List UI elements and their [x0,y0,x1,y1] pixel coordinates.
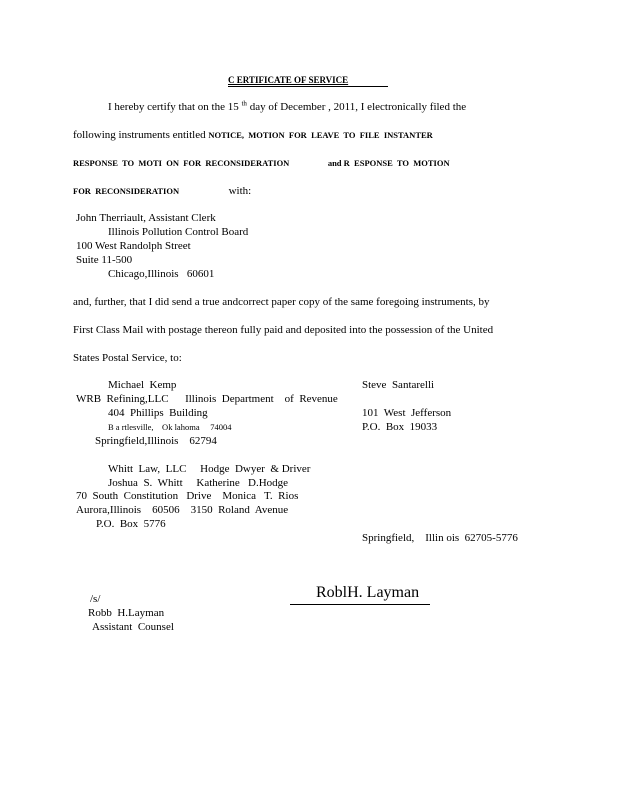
instrument-title-part-1: NOTICE, MOTION FOR LEAVE TO FILE INSTANTER [208,130,433,140]
clerk-street: 100 West Randolph Street [76,240,191,252]
recipient-revenue-city: Springfield,Illinois 62794 [95,435,217,447]
recipient-santarelli-name: Steve Santarelli [362,379,435,391]
clerk-city: Chicago,Illinois 60601 [108,268,215,280]
instrument-title-part-3: and R ESPONSE TO MOTION [327,158,450,168]
recipient-kemp-name: Michael Kemp [108,379,177,391]
intro-line-2 [73,129,433,142]
intro-line-1-b: day of December , 2011, I electronically filed the [249,101,467,113]
recipient-santarelli-address: 101 West Jefferson [362,407,452,419]
recipient-kemp-city: B a rtlesville, Ok lahoma 74004 [108,422,232,432]
recipient-whitt-line-1: Whitt Law, LLC Hodge Dwyer & Driver [108,463,311,475]
recipient-whitt-line-5: P.O. Box 5776 [96,518,166,530]
page-title: C ERTIFICATE OF SERVICE [228,75,349,85]
recipient-kemp-address: 404 Phillips Building [108,407,208,419]
instrument-title-part-4: FOR RECONSIDERATION [73,186,180,196]
recipient-whitt-line-4: Aurora,Illinois 60506 3150 Roland Avenue [76,504,289,516]
clerk-suite: Suite 11-500 [76,254,133,266]
recipient-santarelli-box: P.O. Box 19033 [362,421,438,433]
signatory-role: Assistant Counsel [92,621,174,633]
recipient-kemp-org: WRB Refining,LLC Illinois Department of Revenue [76,393,338,405]
recipient-whitt-line-2: Joshua S. Whitt Katherine D.Hodge [108,477,289,489]
intro-line-1-sup: th [241,99,247,108]
intro-line-1 [108,101,466,114]
recipient-whitt-line-3: 70 South Constitution Drive Monica T. Rios [76,490,299,502]
clerk-org: Illinois Pollution Control Board [108,226,249,238]
instrument-title-part-2: RESPONSE TO MOTI ON FOR RECONSIDERATION [73,158,290,168]
signatory-name: Robb H.Layman [88,607,165,619]
signature-slash-s: /s/ [90,593,101,605]
title-underline [228,86,388,87]
signature-signed-name: RoblH. Layman [316,584,420,601]
intro-line-2-a: following instruments entitled [73,129,206,141]
further-line-3: States Postal Service, to: [73,352,182,364]
further-line-2: First Class Mail with postage thereon fully paid and deposited into the possession of the United [73,324,494,336]
intro-line-4-b: with: [228,185,252,197]
clerk-name: John Therriault, Assistant Clerk [76,212,216,224]
intro-line-4 [73,185,251,198]
further-line-1: and, further, that I did send a true andcorrect paper copy of the same foregoing instruments, by [73,296,490,308]
intro-line-1-a: I hereby certify that on the 15 [108,101,239,113]
intro-line-3 [73,157,450,170]
recipient-springfield-line: Springfield, Illin ois 62705-5776 [362,532,518,544]
signature-line [290,604,430,605]
